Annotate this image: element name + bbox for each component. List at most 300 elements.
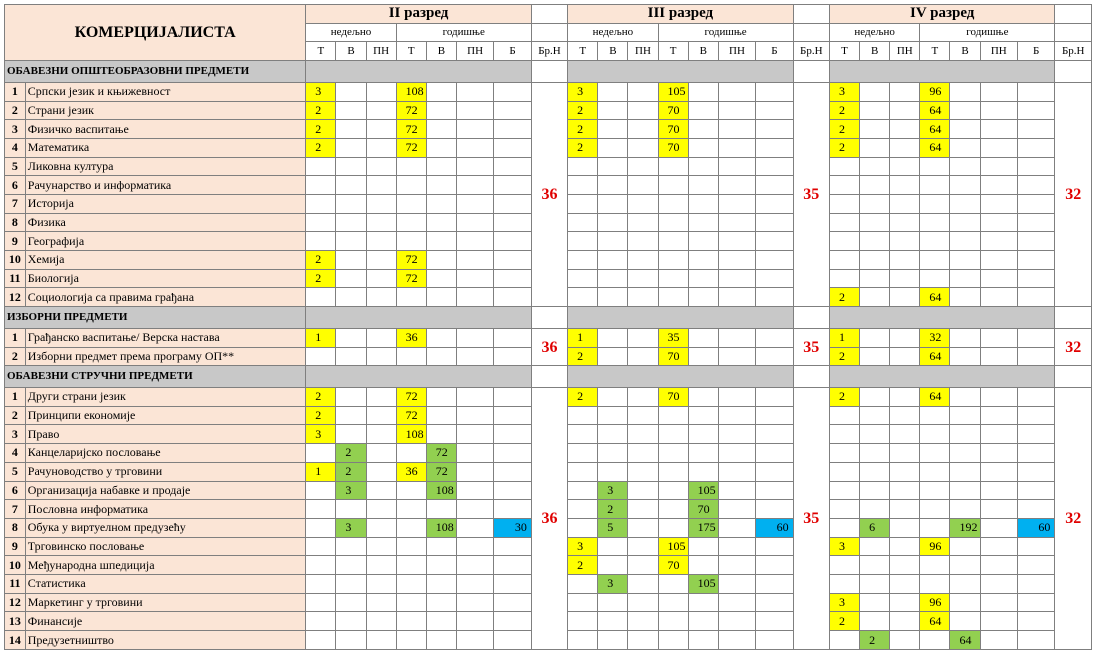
subject-name: Пословна информатика: [25, 500, 306, 519]
hours-cell: [688, 556, 718, 575]
subject-name: Изборни предмет према програму ОП**: [25, 347, 306, 366]
hours-cell: [890, 406, 920, 425]
subject-row: [5, 82, 1092, 101]
annual-header: годишње: [920, 23, 1055, 42]
hours-cell: [860, 269, 890, 288]
hours-cell: [658, 232, 688, 251]
hours-cell: 1: [306, 328, 336, 347]
hours-cell: [336, 176, 366, 195]
hours-cell: [756, 194, 793, 213]
hours-cell: [658, 157, 688, 176]
hours-cell: [598, 406, 628, 425]
hours-cell: [628, 157, 658, 176]
hours-cell: [598, 347, 628, 366]
brn-header: Бр.Н: [531, 42, 567, 61]
hours-cell: [688, 101, 718, 120]
hours-cell: [950, 101, 980, 120]
hours-cell: [366, 593, 396, 612]
hours-cell: [494, 138, 532, 157]
column-header: ПН: [890, 42, 920, 61]
hours-cell: [366, 388, 396, 407]
hours-cell: 2: [306, 406, 336, 425]
hours-cell: [920, 481, 950, 500]
section-band: [306, 366, 532, 388]
hours-cell: [426, 631, 456, 650]
hours-cell: [718, 194, 755, 213]
hours-cell: [1018, 556, 1055, 575]
hours-cell: [336, 631, 366, 650]
hours-cell: [756, 101, 793, 120]
hours-cell: [688, 612, 718, 631]
hours-cell: 60: [756, 518, 793, 537]
hours-cell: [628, 176, 658, 195]
hours-cell: [920, 462, 950, 481]
hours-cell: [1018, 388, 1055, 407]
hours-cell: [494, 269, 532, 288]
hours-cell: [426, 574, 456, 593]
hours-cell: [950, 593, 980, 612]
hours-cell: [860, 462, 890, 481]
subject-name: Међународна шпедиција: [25, 556, 306, 575]
hours-cell: [756, 176, 793, 195]
hours-cell: [1018, 574, 1055, 593]
hours-cell: [950, 251, 980, 270]
annual-header: годишње: [658, 23, 793, 42]
hours-cell: [950, 347, 980, 366]
hours-cell: [950, 120, 980, 139]
hours-cell: [1018, 138, 1055, 157]
column-header: В: [336, 42, 366, 61]
hours-cell: [426, 500, 456, 519]
hours-cell: [568, 631, 598, 650]
hours-cell: [890, 631, 920, 650]
hours-cell: [598, 556, 628, 575]
hours-cell: [426, 388, 456, 407]
hours-cell: 36: [396, 328, 426, 347]
hours-cell: [718, 425, 755, 444]
hours-cell: [456, 138, 493, 157]
hours-cell: [890, 194, 920, 213]
hours-cell: [628, 82, 658, 101]
hours-cell: 1: [829, 328, 859, 347]
hours-cell: [456, 631, 493, 650]
hours-cell: [306, 556, 336, 575]
hours-cell: 2: [568, 101, 598, 120]
weekly-header: недељно: [306, 23, 396, 42]
subject-name: Историја: [25, 194, 306, 213]
hours-cell: [718, 500, 755, 519]
hours-cell: [1018, 328, 1055, 347]
subject-name: Статистика: [25, 574, 306, 593]
hours-cell: [860, 176, 890, 195]
hours-cell: [456, 556, 493, 575]
hours-cell: [336, 213, 366, 232]
hours-cell: [396, 574, 426, 593]
hours-cell: [456, 120, 493, 139]
hours-cell: [426, 194, 456, 213]
hours-cell: [494, 120, 532, 139]
brn-blank: [1055, 307, 1092, 329]
hours-cell: [366, 269, 396, 288]
hours-cell: 30: [494, 518, 532, 537]
hours-cell: [658, 176, 688, 195]
hours-cell: [366, 157, 396, 176]
hours-cell: 1: [568, 328, 598, 347]
hours-cell: [366, 574, 396, 593]
hours-cell: [980, 631, 1017, 650]
hours-cell: [950, 462, 980, 481]
hours-cell: 3: [829, 537, 859, 556]
hours-cell: 72: [396, 101, 426, 120]
hours-cell: [426, 101, 456, 120]
hours-cell: [950, 388, 980, 407]
hours-cell: [628, 406, 658, 425]
hours-cell: 105: [658, 82, 688, 101]
hours-cell: 105: [688, 574, 718, 593]
hours-cell: [306, 500, 336, 519]
hours-cell: [1018, 631, 1055, 650]
hours-cell: [456, 481, 493, 500]
hours-cell: [366, 612, 396, 631]
hours-cell: [306, 444, 336, 463]
hours-cell: [568, 232, 598, 251]
hours-cell: 70: [688, 500, 718, 519]
hours-cell: [980, 347, 1017, 366]
hours-cell: [456, 251, 493, 270]
hours-cell: [860, 574, 890, 593]
hours-cell: [920, 444, 950, 463]
brn-blank: [1055, 61, 1092, 83]
hours-cell: [426, 157, 456, 176]
hours-cell: [860, 138, 890, 157]
hours-cell: 108: [426, 518, 456, 537]
hours-cell: [366, 518, 396, 537]
hours-cell: [494, 251, 532, 270]
hours-cell: [628, 347, 658, 366]
hours-cell: [658, 518, 688, 537]
hours-cell: [658, 288, 688, 307]
hours-cell: [494, 556, 532, 575]
hours-cell: [306, 518, 336, 537]
hours-cell: 64: [920, 288, 950, 307]
hours-cell: [426, 138, 456, 157]
hours-cell: [396, 213, 426, 232]
hours-cell: [426, 406, 456, 425]
hours-cell: [494, 232, 532, 251]
hours-cell: 108: [396, 82, 426, 101]
hours-cell: [628, 462, 658, 481]
section-band: [829, 366, 1054, 388]
hours-cell: [598, 82, 628, 101]
hours-cell: [456, 232, 493, 251]
hours-cell: [336, 251, 366, 270]
hours-cell: 108: [396, 425, 426, 444]
hours-cell: [860, 500, 890, 519]
hours-cell: [658, 631, 688, 650]
hours-cell: [756, 631, 793, 650]
hours-cell: [598, 328, 628, 347]
hours-cell: 2: [306, 388, 336, 407]
hours-cell: [756, 462, 793, 481]
hours-cell: [494, 462, 532, 481]
hours-cell: [980, 176, 1017, 195]
subject-name: Право: [25, 425, 306, 444]
hours-cell: [628, 481, 658, 500]
hours-cell: [920, 213, 950, 232]
hours-cell: [950, 556, 980, 575]
hours-cell: [890, 481, 920, 500]
hours-cell: [628, 556, 658, 575]
hours-cell: [598, 425, 628, 444]
hours-cell: [1018, 462, 1055, 481]
hours-cell: [1018, 425, 1055, 444]
hours-cell: [980, 82, 1017, 101]
annual-header: годишње: [396, 23, 531, 42]
hours-cell: [366, 425, 396, 444]
total-hours: 36: [531, 328, 567, 365]
hours-cell: 3: [306, 82, 336, 101]
hours-cell: 192: [950, 518, 980, 537]
hours-cell: [718, 288, 755, 307]
hours-cell: [890, 537, 920, 556]
hours-cell: [688, 194, 718, 213]
hours-cell: [860, 406, 890, 425]
hours-cell: [756, 500, 793, 519]
hours-cell: [366, 176, 396, 195]
hours-cell: [306, 288, 336, 307]
column-header: Т: [658, 42, 688, 61]
hours-cell: 2: [598, 500, 628, 519]
subject-name: Рачунарство и информатика: [25, 176, 306, 195]
hours-cell: [980, 157, 1017, 176]
hours-cell: [426, 269, 456, 288]
hours-cell: [980, 462, 1017, 481]
hours-cell: 72: [396, 138, 426, 157]
hours-cell: 3: [568, 537, 598, 556]
hours-cell: [688, 425, 718, 444]
brn-header-blank: [1055, 5, 1092, 24]
hours-cell: [306, 574, 336, 593]
subject-name: Предузетништво: [25, 631, 306, 650]
hours-cell: 175: [688, 518, 718, 537]
hours-cell: [628, 425, 658, 444]
hours-cell: [688, 288, 718, 307]
hours-cell: [336, 288, 366, 307]
curriculum-table: [4, 4, 1092, 650]
row-number: 8: [5, 518, 26, 537]
hours-cell: [456, 101, 493, 120]
hours-cell: [950, 157, 980, 176]
hours-cell: [396, 481, 426, 500]
hours-cell: [756, 444, 793, 463]
hours-cell: [718, 120, 755, 139]
hours-cell: [950, 82, 980, 101]
hours-cell: [718, 593, 755, 612]
hours-cell: [396, 288, 426, 307]
hours-cell: [829, 157, 859, 176]
brn-blank: [531, 307, 567, 329]
hours-cell: [366, 82, 396, 101]
hours-cell: [920, 157, 950, 176]
hours-cell: [756, 138, 793, 157]
hours-cell: [980, 232, 1017, 251]
hours-cell: [688, 157, 718, 176]
hours-cell: [456, 425, 493, 444]
hours-cell: [890, 328, 920, 347]
hours-cell: 105: [658, 537, 688, 556]
hours-cell: [658, 574, 688, 593]
hours-cell: [658, 500, 688, 519]
hours-cell: [950, 138, 980, 157]
hours-cell: [688, 213, 718, 232]
hours-cell: [426, 347, 456, 366]
hours-cell: [950, 194, 980, 213]
hours-cell: [980, 537, 1017, 556]
hours-cell: [718, 269, 755, 288]
hours-cell: [688, 444, 718, 463]
hours-cell: 72: [396, 388, 426, 407]
hours-cell: [980, 388, 1017, 407]
hours-cell: [568, 574, 598, 593]
hours-cell: [950, 232, 980, 251]
hours-cell: [336, 194, 366, 213]
hours-cell: [829, 500, 859, 519]
hours-cell: [426, 425, 456, 444]
column-header: ПН: [980, 42, 1017, 61]
hours-cell: [456, 176, 493, 195]
hours-cell: [829, 269, 859, 288]
hours-cell: 6: [860, 518, 890, 537]
column-header: Б: [756, 42, 793, 61]
hours-cell: 3: [829, 593, 859, 612]
hours-cell: [628, 101, 658, 120]
hours-cell: [628, 251, 658, 270]
hours-cell: [568, 406, 598, 425]
hours-cell: 72: [396, 120, 426, 139]
hours-cell: [950, 481, 980, 500]
section-band: [568, 61, 793, 83]
hours-cell: [980, 406, 1017, 425]
hours-cell: [829, 194, 859, 213]
hours-cell: [890, 232, 920, 251]
hours-cell: [829, 425, 859, 444]
column-header: ПН: [456, 42, 493, 61]
hours-cell: [568, 444, 598, 463]
hours-cell: [890, 500, 920, 519]
hours-cell: [494, 194, 532, 213]
hours-cell: [980, 481, 1017, 500]
hours-cell: [628, 388, 658, 407]
hours-cell: [950, 425, 980, 444]
hours-cell: [598, 251, 628, 270]
hours-cell: [756, 347, 793, 366]
hours-cell: 70: [658, 101, 688, 120]
hours-cell: [890, 176, 920, 195]
hours-cell: [456, 213, 493, 232]
hours-cell: [980, 101, 1017, 120]
column-header: В: [688, 42, 718, 61]
hours-cell: [688, 388, 718, 407]
hours-cell: [688, 328, 718, 347]
hours-cell: [829, 176, 859, 195]
hours-cell: [980, 556, 1017, 575]
hours-cell: [860, 120, 890, 139]
hours-cell: [920, 269, 950, 288]
hours-cell: [598, 157, 628, 176]
hours-cell: [860, 537, 890, 556]
section-title: ИЗБОРНИ ПРЕДМЕТИ: [5, 307, 306, 329]
hours-cell: [920, 574, 950, 593]
hours-cell: [598, 593, 628, 612]
hours-cell: [920, 518, 950, 537]
total-hours: 32: [1055, 82, 1092, 306]
hours-cell: 2: [829, 288, 859, 307]
total-hours: 35: [793, 82, 829, 306]
hours-cell: [366, 500, 396, 519]
hours-cell: [829, 574, 859, 593]
hours-cell: 2: [568, 138, 598, 157]
hours-cell: [568, 481, 598, 500]
hours-cell: [756, 556, 793, 575]
hours-cell: [598, 288, 628, 307]
hours-cell: [628, 593, 658, 612]
hours-cell: [950, 288, 980, 307]
hours-cell: [426, 593, 456, 612]
hours-cell: [718, 251, 755, 270]
hours-cell: [336, 82, 366, 101]
row-number: 1: [5, 328, 26, 347]
hours-cell: [396, 157, 426, 176]
hours-cell: [628, 269, 658, 288]
hours-cell: [688, 406, 718, 425]
column-header: В: [598, 42, 628, 61]
hours-cell: [688, 462, 718, 481]
hours-cell: [336, 574, 366, 593]
brn-header: Бр.Н: [793, 42, 829, 61]
hours-cell: [980, 425, 1017, 444]
hours-cell: [1018, 288, 1055, 307]
hours-cell: 2: [829, 612, 859, 631]
section-band: [306, 61, 532, 83]
hours-cell: [306, 612, 336, 631]
hours-cell: [396, 347, 426, 366]
hours-cell: [336, 406, 366, 425]
hours-cell: [950, 328, 980, 347]
row-number: 5: [5, 157, 26, 176]
hours-cell: [568, 593, 598, 612]
hours-cell: 2: [336, 462, 366, 481]
section-band: [829, 307, 1054, 329]
hours-cell: [336, 388, 366, 407]
section-title: ОБАВЕЗНИ СТРУЧНИ ПРЕДМЕТИ: [5, 366, 306, 388]
brn-blank: [531, 61, 567, 83]
hours-cell: [366, 406, 396, 425]
subject-name: Страни језик: [25, 101, 306, 120]
column-header: В: [950, 42, 980, 61]
hours-cell: [598, 612, 628, 631]
hours-cell: [890, 251, 920, 270]
hours-cell: [688, 232, 718, 251]
hours-cell: [890, 120, 920, 139]
subject-name: Рачуноводство у трговини: [25, 462, 306, 481]
hours-cell: [366, 347, 396, 366]
hours-cell: [980, 288, 1017, 307]
row-number: 11: [5, 269, 26, 288]
hours-cell: 2: [829, 138, 859, 157]
brn-blank: [793, 307, 829, 329]
hours-cell: [396, 176, 426, 195]
hours-cell: [718, 631, 755, 650]
